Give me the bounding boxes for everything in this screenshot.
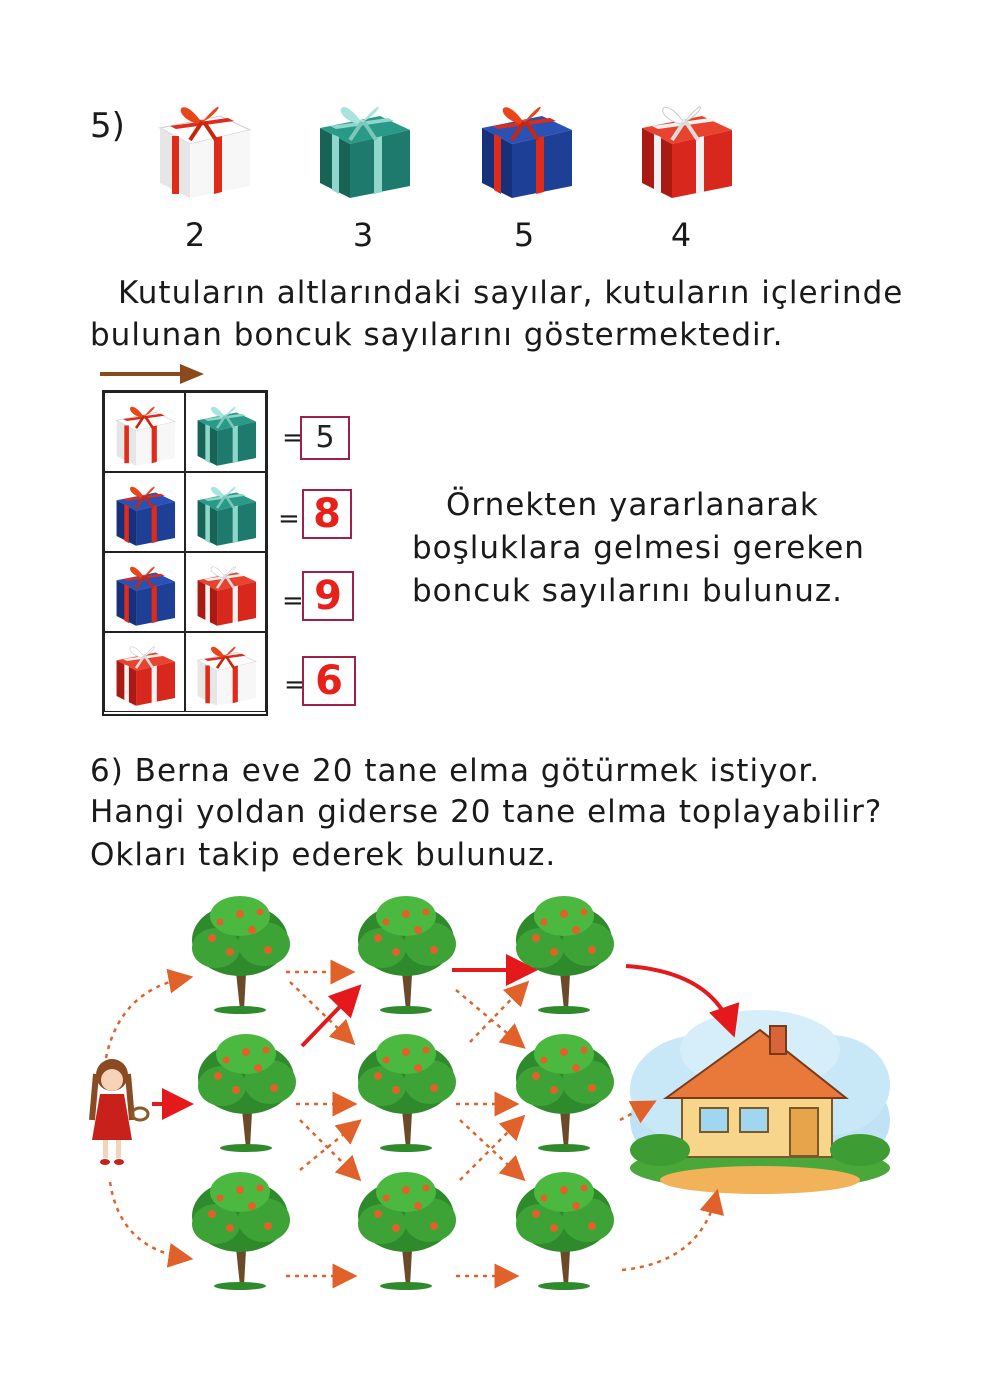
grid-cell — [185, 392, 266, 472]
grid-cell — [185, 472, 266, 552]
grid-cell — [104, 392, 185, 472]
apple-tree-icon — [198, 1034, 296, 1152]
q5-instruction-line1: Örnekten yararlanarak — [446, 487, 819, 523]
apple-tree-icon — [192, 896, 290, 1014]
blue-gift-icon — [472, 88, 582, 208]
red-gift-value: 4 — [670, 216, 692, 254]
gift-grid — [102, 390, 268, 716]
teal-gift-value: 3 — [352, 216, 374, 254]
apple-tree-icon — [516, 1172, 614, 1290]
grid-cell — [104, 552, 185, 632]
white-gift-icon — [150, 88, 260, 208]
white-gift-icon — [105, 393, 184, 471]
apple-tree-icon — [192, 1172, 290, 1290]
teal-gift-icon — [186, 393, 265, 471]
girl-icon — [92, 1059, 148, 1165]
answer-box-1[interactable]: 5 — [300, 416, 350, 460]
answer-box-4[interactable]: 6 — [302, 656, 356, 706]
apple-tree-icon — [516, 896, 614, 1014]
blue-gift-icon — [105, 553, 184, 631]
q6-line2: Hangi yoldan giderse 20 tane elma toplayabilir? — [90, 794, 883, 830]
apple-tree-icon — [358, 1034, 456, 1152]
equals-sign: = — [282, 586, 304, 616]
equals-sign: = — [284, 670, 306, 700]
red-gift-icon — [105, 633, 184, 711]
q6-line3: Okları takip ederek bulunuz. — [90, 837, 557, 873]
q5-instruction-line2: boşluklara gelmesi gereken — [412, 530, 865, 566]
equals-sign: = — [278, 504, 300, 534]
house-icon — [630, 1010, 890, 1194]
teal-gift-icon — [310, 88, 420, 208]
red-gift-icon — [186, 553, 265, 631]
answer-box-3[interactable]: 9 — [302, 571, 354, 621]
white-gift-value: 2 — [184, 216, 206, 254]
q5-description-line2: bulunan boncuk sayılarını göstermektedir. — [90, 317, 784, 353]
white-gift-icon — [186, 633, 265, 711]
equals-sign: = — [282, 423, 304, 453]
direction-arrow-icon — [98, 362, 208, 386]
grid-cell — [104, 472, 185, 552]
teal-gift-icon — [186, 473, 265, 551]
q6-line1: 6) Berna eve 20 tane elma götürmek istiyor. — [90, 753, 821, 789]
red-gift-icon — [632, 88, 742, 208]
grid-cell — [185, 632, 266, 712]
grid-cell — [185, 552, 266, 632]
q5-description-line1: Kutuların altlarındaki sayılar, kutuların içlerinde — [118, 275, 904, 311]
apple-tree-icon — [516, 1034, 614, 1152]
apple-tree-icon — [358, 1172, 456, 1290]
grid-cell — [104, 632, 185, 712]
question-5-number: 5) — [90, 106, 125, 146]
q5-instruction-line3: boncuk sayılarını bulunuz. — [412, 573, 843, 609]
answer-box-2[interactable]: 8 — [302, 489, 352, 539]
blue-gift-value: 5 — [513, 216, 535, 254]
apple-tree-maze — [0, 880, 996, 1300]
apple-tree-icon — [358, 896, 456, 1014]
blue-gift-icon — [105, 473, 184, 551]
